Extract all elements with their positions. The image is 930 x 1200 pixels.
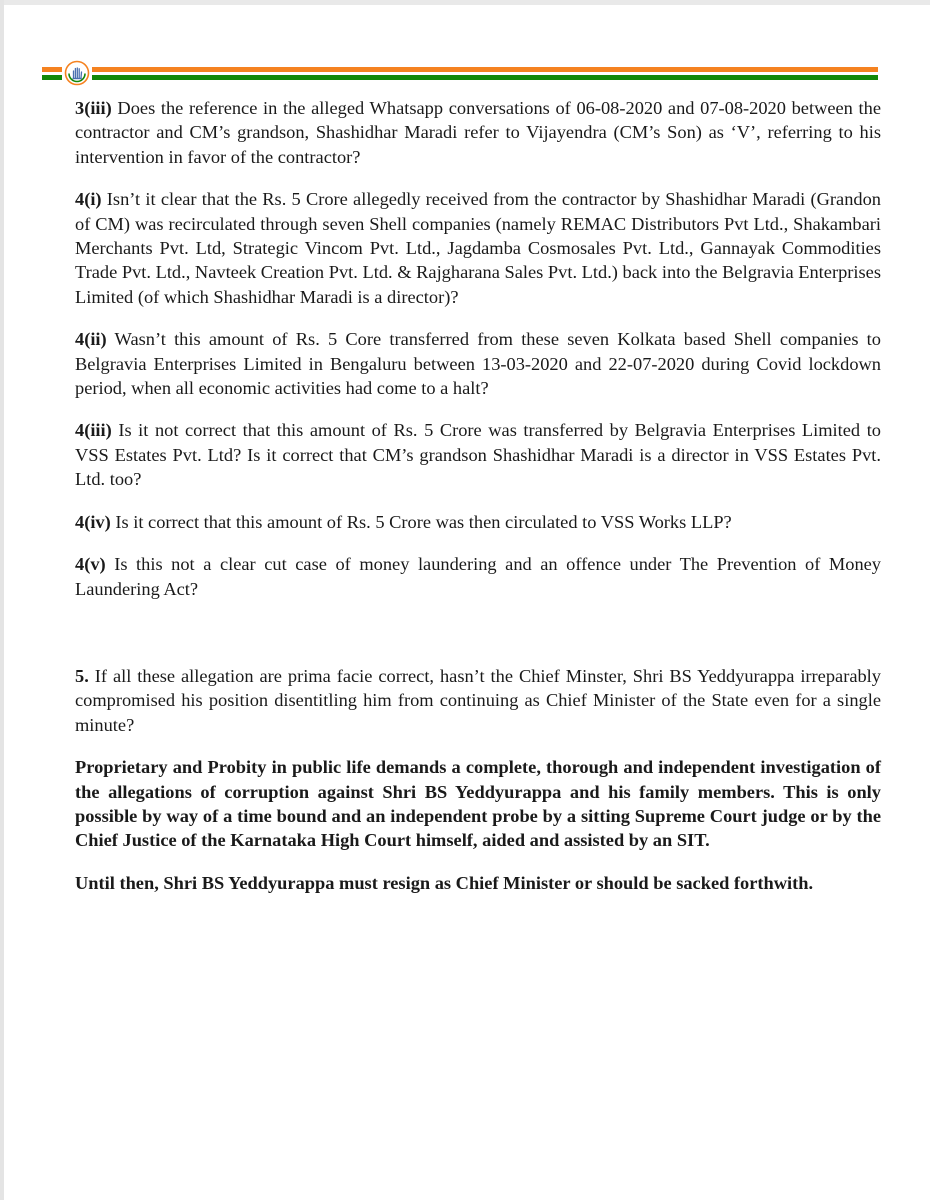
question-text: Is this not a clear cut case of money laundering and an offence under The Prevention of Money Laundering Act? bbox=[75, 554, 881, 599]
question-text: Wasn’t this amount of Rs. 5 Core transferred from these seven Kolkata based Shell companies to Belgravia Enterprises Limited in Bengaluru between 13-03-2020 and 22-07-2020 during Covid lockdown period, when all economic activities had come to a halt? bbox=[75, 329, 881, 399]
question-number: 4(iv) bbox=[75, 511, 111, 532]
question-number: 5. bbox=[75, 665, 89, 686]
demand-paragraph: Proprietary and Probity in public life demands a complete, thorough and independent investigation of the allegations of corruption against Shri BS Yeddyurappa and his family members. This is only possible by way of a time bound and an independent probe by a sitting Supreme Court judge or by the Chief Justice of the Karnataka High Court himself, aided and assisted by an SIT. bbox=[75, 757, 881, 851]
question-number: 4(iii) bbox=[75, 420, 112, 441]
conclusion-paragraph: Until then, Shri BS Yeddyurappa must resign as Chief Minister or should be sacked forthwith. bbox=[75, 872, 814, 893]
question-number: 4(ii) bbox=[75, 329, 107, 350]
question-text: Is it correct that this amount of Rs. 5 Crore was then circulated to VSS Works LLP? bbox=[110, 511, 732, 532]
question-4-ii bbox=[75, 327, 881, 400]
question-number: 3(iii) bbox=[75, 98, 112, 118]
question-4-iv bbox=[75, 510, 881, 534]
page-left-edge bbox=[0, 0, 4, 1200]
question-text: If all these allegation are prima facie correct, hasn’t the Chief Minster, Shri BS Yeddyurappa irreparably compromised his position disentitling him from continuing as Chief Minister of the State even for a single minute? bbox=[75, 665, 881, 735]
question-4-iii bbox=[75, 418, 881, 491]
question-number: 4(i) bbox=[75, 189, 102, 210]
page-top-edge bbox=[0, 0, 930, 5]
question-text: Is it not correct that this amount of Rs. 5 Crore was transferred by Belgravia Enterprises Limited to VSS Estates Pvt. Ltd? Is it correct that CM’s grandson Shashidhar Maradi is a director in VSS Estates Pvt. Ltd. too? bbox=[75, 420, 881, 490]
question-text: Isn’t it clear that the Rs. 5 Crore allegedly received from the contractor by Shashidhar Maradi (Grandon of CM) was recirculated through seven Shell companies (namely REMAC Distributors Pvt Ltd., Shakambari Merchants Pvt. Ltd, Strategic Vincom Pvt. Ltd., Jagdamba Cosmosales Pvt. Ltd., Gannayak Commodities Trade Pvt. Ltd., Navteek Creation Pvt. Ltd. & Rajgharana Sales Pvt. Ltd.) back into the Belgravia Enterprises Limited (of which Shashidhar Maradi is a director)? bbox=[75, 189, 881, 307]
congress-hand-emblem-icon bbox=[62, 60, 92, 86]
question-number: 4(v) bbox=[75, 554, 106, 575]
question-3-iii bbox=[75, 96, 881, 169]
question-5 bbox=[75, 664, 881, 737]
letterhead-tricolor-band bbox=[42, 60, 878, 86]
question-4-v bbox=[75, 552, 881, 601]
green-stripe bbox=[42, 75, 878, 80]
question-text: Does the reference in the alleged Whatsapp conversations of 06-08-2020 and 07-08-2020 between the contractor and CM’s grandson, Shashidhar Maradi refer to Vijayendra (CM’s Son) as ‘V’, referring to his intervention in favor of the contractor? bbox=[75, 98, 881, 167]
document-body bbox=[75, 96, 881, 895]
question-4-i bbox=[75, 187, 881, 309]
